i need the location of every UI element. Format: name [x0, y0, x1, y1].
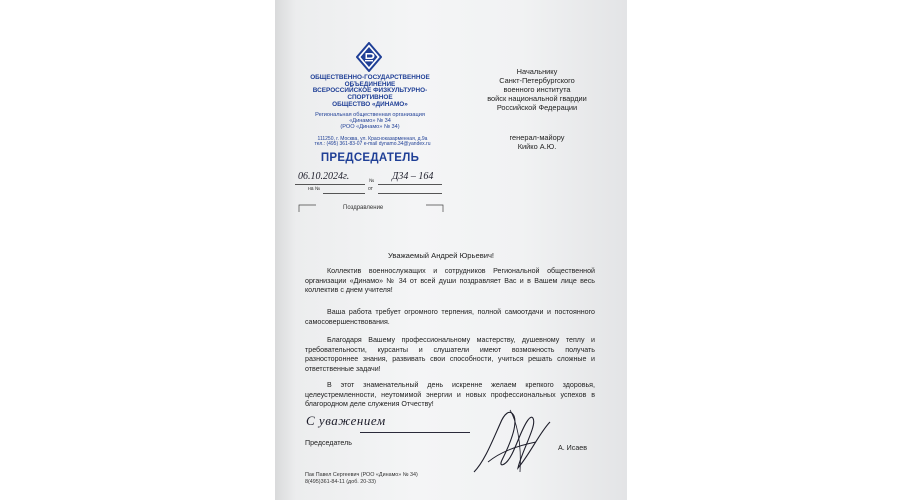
executor-footer [305, 472, 418, 487]
regional-line: (РОО «Динамо» № 34) [340, 123, 400, 130]
recipient-line: Начальнику [516, 67, 558, 76]
org-line: ОБЩЕСТВЕННО-ГОСУДАРСТВЕННОЕ [310, 74, 430, 81]
org-line: СПОРТИВНОЕ [347, 94, 393, 102]
subject: Поздравление [343, 205, 384, 211]
org-line: ВСЕРОССИЙСКОЕ ФИЗКУЛЬТУРНО- [312, 87, 428, 95]
dynamo-logo [356, 42, 382, 72]
regional-line: «Динамо» № 34 [349, 117, 391, 124]
paragraph-1: Коллектив военнослужащих и сотрудников Региональной общественной организации «Динамо» № 34 от всей души поздравляет Вас и в Вашем лице весь коллектив с днем учителя! [305, 267, 595, 295]
signature-mark [470, 402, 555, 480]
paragraph-4: В этот знаменательный день искренне желаем крепкого здоровья, целеустремленности, неутомимой энергии и новых профессиональных успехов в благородном деле служения Отчеству! [305, 381, 595, 409]
number-underline [378, 184, 442, 185]
regional-line: Региональная общественная организация [315, 112, 425, 118]
closing-underline [360, 432, 470, 433]
registration-date: 06.10.2024г. [298, 171, 350, 182]
address-line: 111250, г. Москва, ул. Красноказарменная, д.9а [317, 136, 428, 142]
org-line: ОБЪЕДИНЕНИЕ [344, 80, 396, 88]
registration-number: Д34 – 164 [392, 171, 434, 182]
signature-position: Председатель [305, 439, 352, 447]
letterhead-title: ПРЕДСЕДАТЕЛЬ [320, 152, 420, 164]
letterhead-organization [305, 75, 435, 109]
recipient-line: войск национальной гвардии [487, 94, 587, 104]
signature-name: А. Исаев [558, 444, 587, 452]
recipient-line: Санкт-Петербургского [499, 76, 575, 86]
recipient-name: Кийко А.Ю. [517, 142, 557, 152]
recipient-line: Российской Федерации [496, 103, 578, 113]
recipient-rank: генерал-майору [509, 133, 565, 142]
address-line: тел.: (495) 361-83-07 e-mail dynamo.34@yandex.ru [314, 141, 431, 148]
handwritten-closing: С уважением [306, 413, 386, 428]
greeting: Уважаемый Андрей Юрьевич! [388, 251, 495, 260]
from-underline [378, 193, 442, 194]
ref-label: на № [308, 186, 321, 192]
recipient-name-block [472, 133, 602, 151]
letterhead-address [300, 137, 445, 148]
recipient-block [472, 67, 602, 112]
from-label: от [368, 186, 373, 192]
paragraph-3: Благодаря Вашему профессиональному мастерству, душевному теплу и требовательности, курсанты и слушатели имеют возможность получать разностороннее знания, развивать свои способности, учиться решать сложные и ответственные задачи! [305, 336, 595, 373]
paragraph-2: Ваша работа требует огромного терпения, полной самоотдачи и постоянного самосовершенствования. [305, 308, 595, 326]
recipient-line: военного института [503, 85, 571, 95]
date-underline [295, 184, 365, 185]
footer-line: Пак Павел Сергеевич (РОО «Динамо» № 34) [305, 472, 418, 478]
number-label: № [369, 178, 375, 184]
footer-line: 8(495)361-84-11 (доб. 20-33) [305, 479, 376, 486]
letterhead-regional [305, 113, 435, 131]
ref-underline [323, 193, 365, 194]
org-line: ОБЩЕСТВО «ДИНАМО» [332, 100, 408, 108]
